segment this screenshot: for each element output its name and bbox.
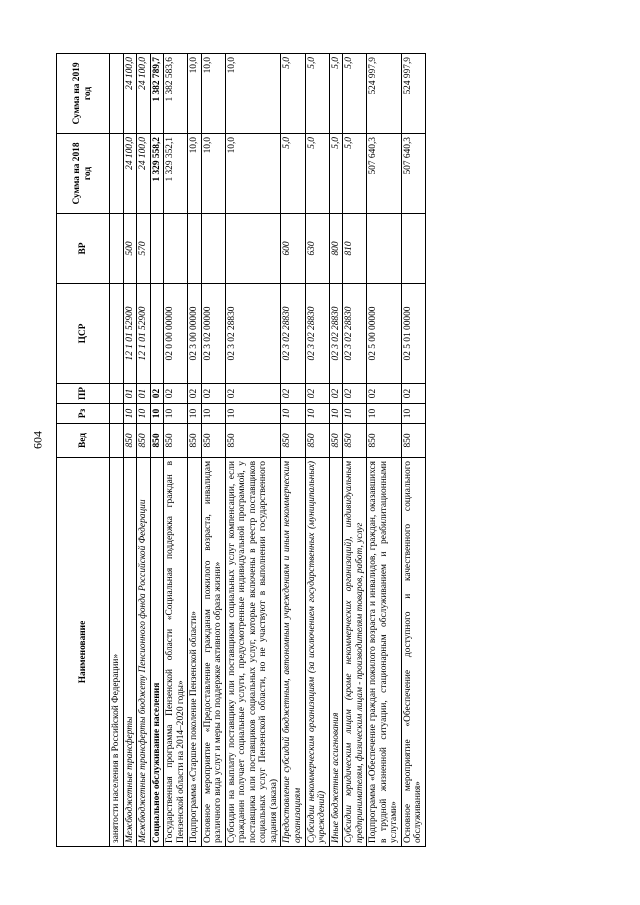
cell-rz: 10 (343, 404, 367, 424)
cell-csr: 02 5 00 00000 (367, 284, 402, 384)
cell-csr: 02 3 00 00000 (188, 284, 202, 384)
cell-sum2018: 1 329 558,2 (150, 134, 164, 214)
cell-csr: 02 3 02 28830 (329, 284, 343, 384)
cell-name: Субсидии на выплату поставщику или поставщикам социальных услуг компенсации, если гражданин получает социальные услуги, предусмотренные индивидуальной программой, у поставщика или поставщиков социальных услуг, которые включены в реестр поставщиков социальных услуг Пензенской области, но не участвуют в выполнении государственного задания (заказа) (225, 458, 281, 847)
table-row (329, 54, 343, 847)
header-sum-2019: Сумма на 2019 год (57, 54, 110, 134)
cell-pr: 01 (137, 384, 151, 404)
cell-ved (110, 424, 124, 458)
cell-csr: 02 3 02 28830 (225, 284, 281, 384)
cell-ved: 850 (343, 424, 367, 458)
cell-name: Основное мероприятие «Предоставление гражданам пожилого возраста, инвалидам различного вида услуг и меры по поддержке активного образа жизни» (201, 458, 225, 847)
cell-csr: 02 0 00 00000 (164, 284, 188, 384)
cell-sum2018: 10,0 (201, 134, 225, 214)
cell-rz: 10 (305, 404, 329, 424)
cell-ved: 850 (329, 424, 343, 458)
header-vr: ВР (57, 214, 110, 284)
cell-vr (150, 214, 164, 284)
cell-ved: 850 (164, 424, 188, 458)
header-name: Наименование (57, 458, 110, 847)
cell-rz: 10 (281, 404, 305, 424)
cell-pr: 02 (305, 384, 329, 404)
table-row (201, 54, 225, 847)
budget-table (56, 53, 426, 847)
cell-pr: 02 (329, 384, 343, 404)
cell-name: Государственная программа Пензенской области «Социальная поддержка граждан в Пензенской области на 2014–2020 годы» (164, 458, 188, 847)
table-row (225, 54, 281, 847)
table-row (367, 54, 402, 847)
table-row (305, 54, 329, 847)
cell-rz: 10 (123, 404, 137, 424)
cell-rz: 10 (137, 404, 151, 424)
cell-name: Иные бюджетные ассигнования (329, 458, 343, 847)
cell-vr: 800 (329, 214, 343, 284)
cell-ved: 850 (225, 424, 281, 458)
cell-vr: 600 (281, 214, 305, 284)
cell-sum2019: 10,0 (201, 54, 225, 134)
cell-rz: 10 (164, 404, 188, 424)
cell-sum2019: 10,0 (225, 54, 281, 134)
cell-sum2018: 507 640,3 (367, 134, 402, 214)
cell-csr (110, 284, 124, 384)
cell-name: Субсидии некоммерческим организациям (за исключением государственных (муниципальных) учреждений) (305, 458, 329, 847)
cell-vr (367, 214, 402, 284)
cell-name: занятости населения в Российской Федерации» (110, 458, 124, 847)
cell-pr: 01 (123, 384, 137, 404)
cell-name: Субсидии юридическим лицам (кроме некоммерческих организаций), индивидуальным предпринимателям, физическим лицам - производителям товаров, работ, услуг (343, 458, 367, 847)
cell-sum2018: 5,0 (343, 134, 367, 214)
cell-rz: 10 (225, 404, 281, 424)
cell-sum2019: 5,0 (281, 54, 305, 134)
cell-pr: 02 (343, 384, 367, 404)
table-header-row (57, 54, 110, 847)
cell-pr: 02 (367, 384, 402, 404)
cell-vr (201, 214, 225, 284)
cell-sum2018: 10,0 (225, 134, 281, 214)
cell-sum2019: 5,0 (343, 54, 367, 134)
cell-name: Предоставление субсидий бюджетным, автономным учреждениям и иным некоммерческим организациям (281, 458, 305, 847)
cell-sum2019: 5,0 (329, 54, 343, 134)
rotated-table-area (56, 54, 585, 847)
cell-csr: 02 3 02 28830 (343, 284, 367, 384)
table-row (401, 54, 425, 847)
cell-csr: 02 3 02 28830 (281, 284, 305, 384)
cell-vr: 810 (343, 214, 367, 284)
cell-sum2019: 24 100,0 (137, 54, 151, 134)
cell-rz: 10 (188, 404, 202, 424)
cell-rz: 10 (201, 404, 225, 424)
cell-ved: 850 (281, 424, 305, 458)
cell-sum2019: 10,0 (188, 54, 202, 134)
cell-sum2018 (110, 134, 124, 214)
cell-sum2018: 1 329 352,1 (164, 134, 188, 214)
table-row (137, 54, 151, 847)
cell-rz: 10 (367, 404, 402, 424)
cell-pr: 02 (225, 384, 281, 404)
cell-sum2019: 5,0 (305, 54, 329, 134)
cell-vr (110, 214, 124, 284)
cell-pr: 02 (150, 384, 164, 404)
header-ved: Вед (57, 424, 110, 458)
header-pr: ПР (57, 384, 110, 404)
cell-sum2019: 24 100,0 (123, 54, 137, 134)
cell-vr (401, 214, 425, 284)
cell-name: Межбюджетные трансферты бюджету Пенсионного фонда Российской Федерации (137, 458, 151, 847)
header-csr: ЦСР (57, 284, 110, 384)
cell-pr (110, 384, 124, 404)
cell-csr (150, 284, 164, 384)
table-row (343, 54, 367, 847)
cell-sum2018: 10,0 (188, 134, 202, 214)
cell-csr: 02 5 01 00000 (401, 284, 425, 384)
cell-rz: 10 (150, 404, 164, 424)
cell-name: Межбюджетные трансферты (123, 458, 137, 847)
cell-sum2019: 524 997,9 (367, 54, 402, 134)
header-sum-2018: Сумма на 2018 год (57, 134, 110, 214)
table-row (110, 54, 124, 847)
table-body (110, 54, 426, 847)
cell-name: Подпрограмма «Старшее поколение Пензенской области» (188, 458, 202, 847)
table-row (164, 54, 188, 847)
cell-rz (110, 404, 124, 424)
cell-vr: 500 (123, 214, 137, 284)
cell-name: Подпрограмма «Обеспечение граждан пожилого возраста и инвалидов, граждан, оказавшихся в трудной жизненной ситуации, стационарным обслуживанием и реабилитационными услугами» (367, 458, 402, 847)
cell-sum2018: 507 640,3 (401, 134, 425, 214)
cell-rz: 10 (401, 404, 425, 424)
table-row (150, 54, 164, 847)
cell-ved: 850 (367, 424, 402, 458)
cell-pr: 02 (401, 384, 425, 404)
cell-sum2019: 1 382 583,6 (164, 54, 188, 134)
cell-pr: 02 (281, 384, 305, 404)
cell-name: Социальное обслуживание населения (150, 458, 164, 847)
cell-sum2018: 24 100,0 (123, 134, 137, 214)
cell-csr: 12 1 01 52900 (137, 284, 151, 384)
cell-name: Основное мероприятие «Обеспечение доступного и качественного социального обслуживания» (401, 458, 425, 847)
cell-csr: 02 3 02 28830 (305, 284, 329, 384)
cell-ved: 850 (305, 424, 329, 458)
cell-sum2018: 5,0 (329, 134, 343, 214)
cell-vr (164, 214, 188, 284)
cell-vr (188, 214, 202, 284)
cell-ved: 850 (188, 424, 202, 458)
cell-csr: 12 1 01 52900 (123, 284, 137, 384)
page-number: 604 (30, 431, 45, 449)
cell-pr: 02 (201, 384, 225, 404)
table-row (188, 54, 202, 847)
cell-vr: 570 (137, 214, 151, 284)
cell-pr: 02 (188, 384, 202, 404)
cell-sum2018: 5,0 (281, 134, 305, 214)
cell-csr: 02 3 02 00000 (201, 284, 225, 384)
cell-ved: 850 (150, 424, 164, 458)
table-row (281, 54, 305, 847)
cell-rz: 10 (329, 404, 343, 424)
cell-sum2018: 5,0 (305, 134, 329, 214)
cell-vr: 630 (305, 214, 329, 284)
cell-sum2019: 524 997,9 (401, 54, 425, 134)
cell-sum2019 (110, 54, 124, 134)
cell-ved: 850 (401, 424, 425, 458)
cell-sum2019: 1 382 789,7 (150, 54, 164, 134)
cell-ved: 850 (201, 424, 225, 458)
cell-ved: 850 (137, 424, 151, 458)
cell-pr: 02 (164, 384, 188, 404)
table-row (123, 54, 137, 847)
cell-ved: 850 (123, 424, 137, 458)
cell-sum2018: 24 100,0 (137, 134, 151, 214)
cell-vr (225, 214, 281, 284)
header-rz: Рз (57, 404, 110, 424)
